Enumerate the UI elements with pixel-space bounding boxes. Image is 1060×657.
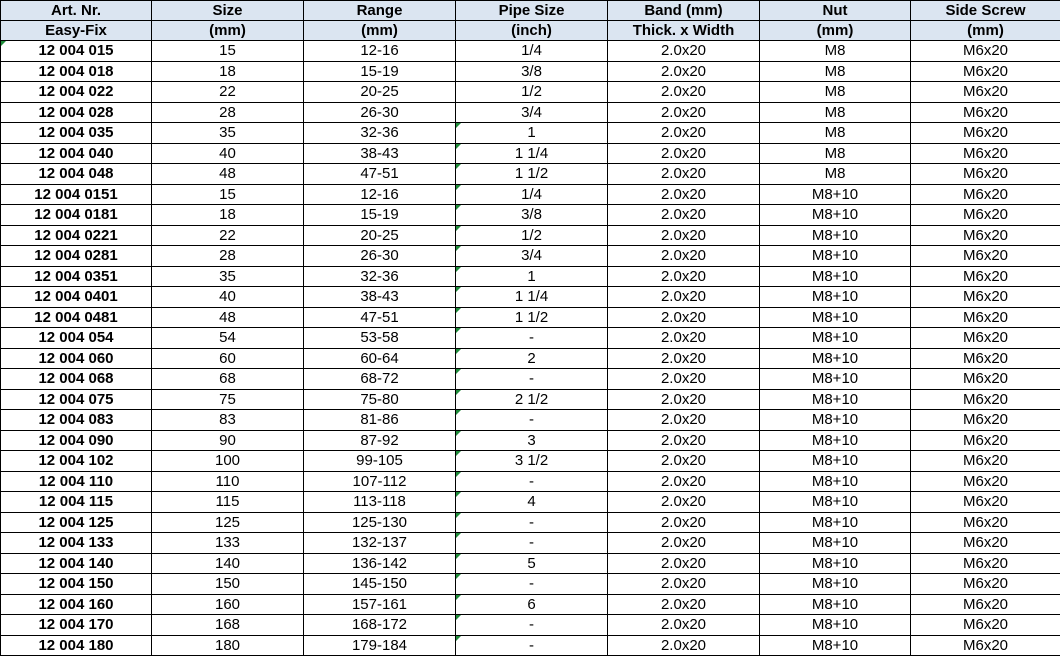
size-cell: 28 xyxy=(152,102,304,123)
range-cell: 75-80 xyxy=(304,389,456,410)
band-cell: 2.0x20 xyxy=(608,451,760,472)
side-screw-cell: M6x20 xyxy=(911,143,1060,164)
nut-cell: M8+10 xyxy=(760,430,911,451)
band-cell: 2.0x20 xyxy=(608,389,760,410)
table-body xyxy=(1,41,1060,656)
pipe-size-cell: 1 1/2 xyxy=(456,307,608,328)
art-nr-cell: 12 004 180 xyxy=(1,635,152,656)
nut-cell: M8+10 xyxy=(760,615,911,636)
side-screw-cell: M6x20 xyxy=(911,102,1060,123)
range-cell: 145-150 xyxy=(304,574,456,595)
table-row xyxy=(1,410,1060,431)
nut-cell: M8 xyxy=(760,102,911,123)
pipe-size-cell: 3/4 xyxy=(456,246,608,267)
size-cell: 48 xyxy=(152,307,304,328)
table-row xyxy=(1,451,1060,472)
size-cell: 180 xyxy=(152,635,304,656)
header-pipe-size-unit: (inch) xyxy=(456,21,608,41)
side-screw-cell: M6x20 xyxy=(911,471,1060,492)
table-row xyxy=(1,61,1060,82)
art-nr-cell: 12 004 018 xyxy=(1,61,152,82)
range-cell: 107-112 xyxy=(304,471,456,492)
table-row xyxy=(1,430,1060,451)
nut-cell: M8+10 xyxy=(760,184,911,205)
size-cell: 115 xyxy=(152,492,304,513)
size-cell: 48 xyxy=(152,164,304,185)
range-cell: 168-172 xyxy=(304,615,456,636)
nut-cell: M8 xyxy=(760,61,911,82)
art-nr-cell: 12 004 035 xyxy=(1,123,152,144)
band-cell: 2.0x20 xyxy=(608,307,760,328)
pipe-size-cell: - xyxy=(456,533,608,554)
header-side-screw: Side Screw xyxy=(911,1,1060,21)
pipe-size-cell: 1 1/2 xyxy=(456,164,608,185)
table-row xyxy=(1,307,1060,328)
nut-cell: M8+10 xyxy=(760,246,911,267)
header-size-unit: (mm) xyxy=(152,21,304,41)
header-range: Range xyxy=(304,1,456,21)
band-cell: 2.0x20 xyxy=(608,246,760,267)
pipe-size-cell: - xyxy=(456,410,608,431)
range-cell: 179-184 xyxy=(304,635,456,656)
art-nr-cell: 12 004 115 xyxy=(1,492,152,513)
nut-cell: M8+10 xyxy=(760,635,911,656)
size-cell: 40 xyxy=(152,143,304,164)
pipe-size-cell: 1/4 xyxy=(456,41,608,62)
nut-cell: M8 xyxy=(760,164,911,185)
table-row xyxy=(1,205,1060,226)
size-cell: 40 xyxy=(152,287,304,308)
art-nr-cell: 12 004 068 xyxy=(1,369,152,390)
size-cell: 60 xyxy=(152,348,304,369)
nut-cell: M8+10 xyxy=(760,328,911,349)
pipe-size-cell: 5 xyxy=(456,553,608,574)
side-screw-cell: M6x20 xyxy=(911,635,1060,656)
art-nr-cell: 12 004 048 xyxy=(1,164,152,185)
table-row xyxy=(1,246,1060,267)
range-cell: 15-19 xyxy=(304,61,456,82)
range-cell: 53-58 xyxy=(304,328,456,349)
nut-cell: M8 xyxy=(760,123,911,144)
table-row xyxy=(1,492,1060,513)
range-cell: 32-36 xyxy=(304,266,456,287)
pipe-size-cell: 3/8 xyxy=(456,61,608,82)
pipe-size-cell: 1 xyxy=(456,266,608,287)
art-nr-cell: 12 004 060 xyxy=(1,348,152,369)
art-nr-cell: 12 004 0351 xyxy=(1,266,152,287)
pipe-size-cell: 4 xyxy=(456,492,608,513)
size-cell: 35 xyxy=(152,123,304,144)
side-screw-cell: M6x20 xyxy=(911,287,1060,308)
side-screw-cell: M6x20 xyxy=(911,553,1060,574)
art-nr-cell: 12 004 170 xyxy=(1,615,152,636)
art-nr-cell: 12 004 0281 xyxy=(1,246,152,267)
pipe-size-cell: 3/4 xyxy=(456,102,608,123)
band-cell: 2.0x20 xyxy=(608,328,760,349)
table-header xyxy=(1,1,1060,41)
band-cell: 2.0x20 xyxy=(608,61,760,82)
table-row xyxy=(1,123,1060,144)
size-cell: 168 xyxy=(152,615,304,636)
header-art-nr: Art. Nr. xyxy=(1,1,152,21)
art-nr-cell: 12 004 083 xyxy=(1,410,152,431)
size-cell: 54 xyxy=(152,328,304,349)
band-cell: 2.0x20 xyxy=(608,164,760,185)
pipe-size-cell: - xyxy=(456,615,608,636)
table-row xyxy=(1,287,1060,308)
art-nr-cell: 12 004 0151 xyxy=(1,184,152,205)
side-screw-cell: M6x20 xyxy=(911,410,1060,431)
side-screw-cell: M6x20 xyxy=(911,225,1060,246)
table-row xyxy=(1,348,1060,369)
table-row xyxy=(1,369,1060,390)
side-screw-cell: M6x20 xyxy=(911,574,1060,595)
band-cell: 2.0x20 xyxy=(608,492,760,513)
pipe-size-cell: - xyxy=(456,574,608,595)
range-cell: 157-161 xyxy=(304,594,456,615)
side-screw-cell: M6x20 xyxy=(911,430,1060,451)
band-cell: 2.0x20 xyxy=(608,205,760,226)
size-cell: 125 xyxy=(152,512,304,533)
range-cell: 113-118 xyxy=(304,492,456,513)
size-cell: 133 xyxy=(152,533,304,554)
header-side-screw-unit: (mm) xyxy=(911,21,1060,41)
table-row xyxy=(1,41,1060,62)
side-screw-cell: M6x20 xyxy=(911,61,1060,82)
size-cell: 15 xyxy=(152,184,304,205)
band-cell: 2.0x20 xyxy=(608,82,760,103)
table-row xyxy=(1,82,1060,103)
size-cell: 150 xyxy=(152,574,304,595)
size-cell: 90 xyxy=(152,430,304,451)
side-screw-cell: M6x20 xyxy=(911,533,1060,554)
band-cell: 2.0x20 xyxy=(608,533,760,554)
art-nr-cell: 12 004 133 xyxy=(1,533,152,554)
nut-cell: M8+10 xyxy=(760,471,911,492)
pipe-size-cell: - xyxy=(456,328,608,349)
band-cell: 2.0x20 xyxy=(608,471,760,492)
art-nr-cell: 12 004 054 xyxy=(1,328,152,349)
pipe-size-cell: 1/2 xyxy=(456,82,608,103)
art-nr-cell: 12 004 160 xyxy=(1,594,152,615)
art-nr-cell: 12 004 040 xyxy=(1,143,152,164)
nut-cell: M8+10 xyxy=(760,287,911,308)
size-cell: 15 xyxy=(152,41,304,62)
pipe-size-cell: 1/4 xyxy=(456,184,608,205)
art-nr-cell: 12 004 0181 xyxy=(1,205,152,226)
table-row xyxy=(1,533,1060,554)
side-screw-cell: M6x20 xyxy=(911,184,1060,205)
pipe-size-cell: 1/2 xyxy=(456,225,608,246)
range-cell: 20-25 xyxy=(304,82,456,103)
art-nr-cell: 12 004 075 xyxy=(1,389,152,410)
band-cell: 2.0x20 xyxy=(608,553,760,574)
size-cell: 110 xyxy=(152,471,304,492)
table-row xyxy=(1,635,1060,656)
side-screw-cell: M6x20 xyxy=(911,615,1060,636)
range-cell: 136-142 xyxy=(304,553,456,574)
range-cell: 47-51 xyxy=(304,164,456,185)
range-cell: 12-16 xyxy=(304,184,456,205)
side-screw-cell: M6x20 xyxy=(911,266,1060,287)
art-nr-cell: 12 004 125 xyxy=(1,512,152,533)
side-screw-cell: M6x20 xyxy=(911,369,1060,390)
pipe-size-cell: - xyxy=(456,512,608,533)
nut-cell: M8+10 xyxy=(760,574,911,595)
size-cell: 22 xyxy=(152,82,304,103)
band-cell: 2.0x20 xyxy=(608,348,760,369)
nut-cell: M8+10 xyxy=(760,512,911,533)
size-cell: 100 xyxy=(152,451,304,472)
table-row xyxy=(1,389,1060,410)
pipe-size-cell: 3 xyxy=(456,430,608,451)
table-row xyxy=(1,512,1060,533)
range-cell: 20-25 xyxy=(304,225,456,246)
side-screw-cell: M6x20 xyxy=(911,246,1060,267)
header-size: Size xyxy=(152,1,304,21)
range-cell: 87-92 xyxy=(304,430,456,451)
nut-cell: M8+10 xyxy=(760,594,911,615)
side-screw-cell: M6x20 xyxy=(911,451,1060,472)
band-cell: 2.0x20 xyxy=(608,287,760,308)
pipe-size-cell: 1 xyxy=(456,123,608,144)
header-band-unit: Thick. x Width xyxy=(608,21,760,41)
band-cell: 2.0x20 xyxy=(608,594,760,615)
range-cell: 81-86 xyxy=(304,410,456,431)
side-screw-cell: M6x20 xyxy=(911,123,1060,144)
pipe-size-cell: - xyxy=(456,369,608,390)
band-cell: 2.0x20 xyxy=(608,102,760,123)
nut-cell: M8+10 xyxy=(760,369,911,390)
band-cell: 2.0x20 xyxy=(608,635,760,656)
header-range-unit: (mm) xyxy=(304,21,456,41)
art-nr-cell: 12 004 090 xyxy=(1,430,152,451)
nut-cell: M8+10 xyxy=(760,553,911,574)
nut-cell: M8+10 xyxy=(760,451,911,472)
nut-cell: M8+10 xyxy=(760,389,911,410)
header-row-2 xyxy=(1,21,1060,41)
nut-cell: M8+10 xyxy=(760,410,911,431)
table-row xyxy=(1,143,1060,164)
band-cell: 2.0x20 xyxy=(608,615,760,636)
band-cell: 2.0x20 xyxy=(608,369,760,390)
band-cell: 2.0x20 xyxy=(608,41,760,62)
side-screw-cell: M6x20 xyxy=(911,41,1060,62)
art-nr-cell: 12 004 022 xyxy=(1,82,152,103)
range-cell: 12-16 xyxy=(304,41,456,62)
header-nut-unit: (mm) xyxy=(760,21,911,41)
band-cell: 2.0x20 xyxy=(608,430,760,451)
size-cell: 68 xyxy=(152,369,304,390)
nut-cell: M8+10 xyxy=(760,205,911,226)
art-nr-cell: 12 004 0481 xyxy=(1,307,152,328)
pipe-size-cell: - xyxy=(456,471,608,492)
pipe-size-cell: 3/8 xyxy=(456,205,608,226)
range-cell: 47-51 xyxy=(304,307,456,328)
table-row xyxy=(1,164,1060,185)
size-cell: 28 xyxy=(152,246,304,267)
size-cell: 22 xyxy=(152,225,304,246)
pipe-size-cell: 2 xyxy=(456,348,608,369)
art-nr-cell: 12 004 150 xyxy=(1,574,152,595)
range-cell: 125-130 xyxy=(304,512,456,533)
art-nr-cell: 12 004 0221 xyxy=(1,225,152,246)
side-screw-cell: M6x20 xyxy=(911,307,1060,328)
art-nr-cell: 12 004 102 xyxy=(1,451,152,472)
header-row-1 xyxy=(1,1,1060,21)
nut-cell: M8 xyxy=(760,143,911,164)
band-cell: 2.0x20 xyxy=(608,184,760,205)
pipe-size-cell: 1 1/4 xyxy=(456,287,608,308)
art-nr-cell: 12 004 0401 xyxy=(1,287,152,308)
range-cell: 68-72 xyxy=(304,369,456,390)
table-row xyxy=(1,553,1060,574)
side-screw-cell: M6x20 xyxy=(911,164,1060,185)
side-screw-cell: M6x20 xyxy=(911,328,1060,349)
size-cell: 160 xyxy=(152,594,304,615)
nut-cell: M8+10 xyxy=(760,492,911,513)
table-row xyxy=(1,328,1060,349)
side-screw-cell: M6x20 xyxy=(911,389,1060,410)
size-cell: 18 xyxy=(152,61,304,82)
table-row xyxy=(1,615,1060,636)
pipe-size-cell: 2 1/2 xyxy=(456,389,608,410)
nut-cell: M8+10 xyxy=(760,307,911,328)
band-cell: 2.0x20 xyxy=(608,225,760,246)
band-cell: 2.0x20 xyxy=(608,143,760,164)
range-cell: 132-137 xyxy=(304,533,456,554)
pipe-size-cell: - xyxy=(456,635,608,656)
side-screw-cell: M6x20 xyxy=(911,348,1060,369)
header-band: Band (mm) xyxy=(608,1,760,21)
pipe-size-cell: 6 xyxy=(456,594,608,615)
art-nr-cell: 12 004 015 xyxy=(1,41,152,62)
range-cell: 60-64 xyxy=(304,348,456,369)
nut-cell: M8+10 xyxy=(760,266,911,287)
range-cell: 38-43 xyxy=(304,143,456,164)
band-cell: 2.0x20 xyxy=(608,574,760,595)
side-screw-cell: M6x20 xyxy=(911,492,1060,513)
size-cell: 140 xyxy=(152,553,304,574)
table-row xyxy=(1,266,1060,287)
range-cell: 26-30 xyxy=(304,102,456,123)
size-cell: 83 xyxy=(152,410,304,431)
table-row xyxy=(1,184,1060,205)
header-pipe-size: Pipe Size xyxy=(456,1,608,21)
pipe-size-cell: 1 1/4 xyxy=(456,143,608,164)
range-cell: 38-43 xyxy=(304,287,456,308)
side-screw-cell: M6x20 xyxy=(911,205,1060,226)
art-nr-cell: 12 004 110 xyxy=(1,471,152,492)
range-cell: 15-19 xyxy=(304,205,456,226)
nut-cell: M8+10 xyxy=(760,225,911,246)
size-cell: 35 xyxy=(152,266,304,287)
table-row xyxy=(1,594,1060,615)
band-cell: 2.0x20 xyxy=(608,123,760,144)
range-cell: 26-30 xyxy=(304,246,456,267)
size-cell: 75 xyxy=(152,389,304,410)
range-cell: 99-105 xyxy=(304,451,456,472)
size-cell: 18 xyxy=(152,205,304,226)
band-cell: 2.0x20 xyxy=(608,410,760,431)
table-row xyxy=(1,102,1060,123)
nut-cell: M8 xyxy=(760,82,911,103)
range-cell: 32-36 xyxy=(304,123,456,144)
nut-cell: M8+10 xyxy=(760,533,911,554)
table-row xyxy=(1,225,1060,246)
side-screw-cell: M6x20 xyxy=(911,512,1060,533)
art-nr-cell: 12 004 140 xyxy=(1,553,152,574)
pipe-size-cell: 3 1/2 xyxy=(456,451,608,472)
nut-cell: M8+10 xyxy=(760,348,911,369)
side-screw-cell: M6x20 xyxy=(911,82,1060,103)
band-cell: 2.0x20 xyxy=(608,266,760,287)
art-nr-cell: 12 004 028 xyxy=(1,102,152,123)
nut-cell: M8 xyxy=(760,41,911,62)
table-row xyxy=(1,471,1060,492)
table-row xyxy=(1,574,1060,595)
band-cell: 2.0x20 xyxy=(608,512,760,533)
side-screw-cell: M6x20 xyxy=(911,594,1060,615)
header-nut: Nut xyxy=(760,1,911,21)
header-easy-fix: Easy-Fix xyxy=(1,21,152,41)
